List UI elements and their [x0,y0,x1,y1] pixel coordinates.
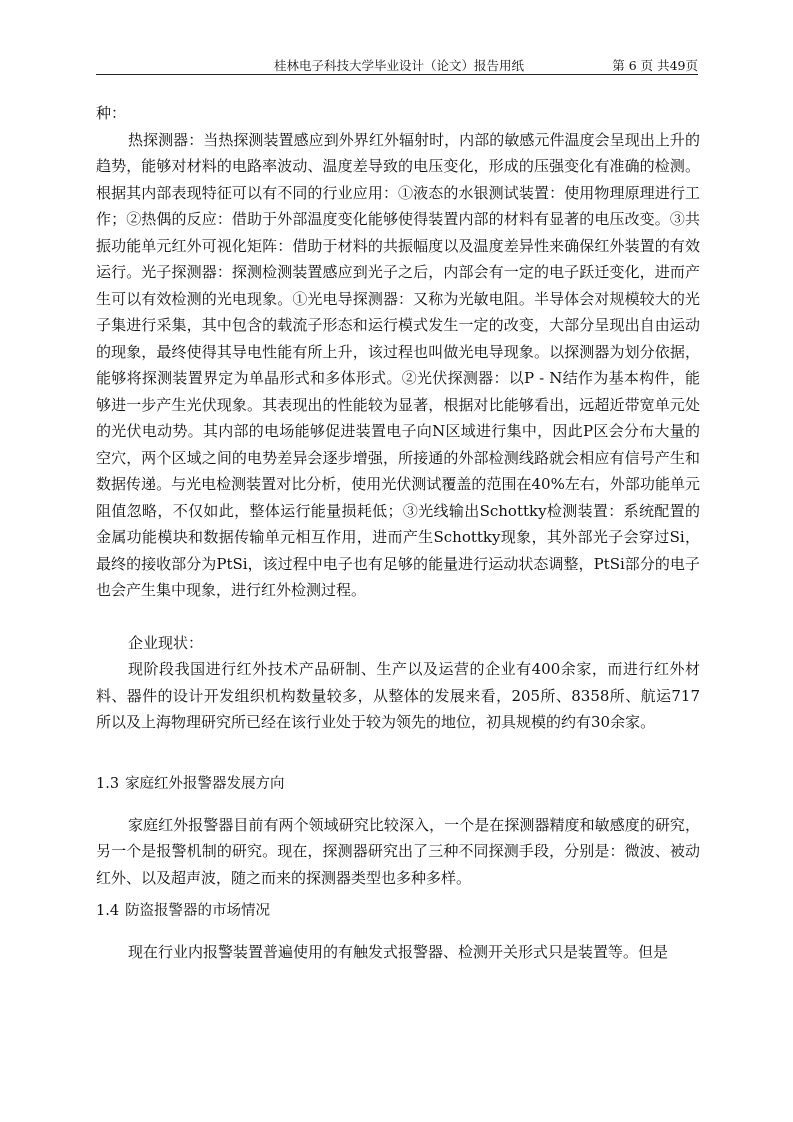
paragraph-development-direction: 家庭红外报警器目前有两个领域研究比较深入，一个是在探测器精度和敏感度的研究，另一个是报警机制的研究。现在，探测器研究出了三种不同探测手段，分别是：微波、被动红外、以及超声波，随之而来的探测器类型也多种多样。 [96,815,700,887]
section-heading-1-3 [96,770,700,798]
section-title-1-3: 家庭红外报警器发展方向 [125,775,285,792]
paragraph-enterprise-heading: 企业现状： [128,633,204,652]
page-header [96,52,698,75]
document-body [96,100,700,966]
paragraph-market: 现在行业内报警装置普遍使用的有触发式报警器、检测开关形式只是装置等。但是 [128,943,669,961]
section-number-1-3: 1.3 [96,775,120,792]
paragraph-enterprise-status: 现阶段我国进行红外技术产品研制、生产以及运营的企业有400余家，而进行红外材料、器件的设计开发组织机构数量较多，从整体的发展来看，205所、8358所、航运717所以及上海物理研究所已经在该行业处于较为领先的地位，初具规模的约有30余家。 [96,660,700,731]
section-heading-1-4 [96,897,700,925]
section-number-1-4: 1.4 [96,903,120,919]
section-title-1-4: 防盗报警器的市场情况 [125,903,271,919]
paragraph-detectors: 热探测器：当热探测装置感应到外界红外辐射时，内部的敏感元件温度会呈现出上升的趋势，能够对材料的电路率波动、温度差导致的电压变化，形成的压强变化有准确的检测。根据其内部表现特征可以有不同的行业应用：①液态的水银测试装置：使用物理原理进行工作；②热偶的反应：借助于外部温度变化能够使得装置内部的材料有显著的电压改变。③共振功能单元红外可视化矩阵：借助于材料的共振幅度以及温度差异性来确保红外装置的有效运行。光子探测器：探测检测装置感应到光子之后，内部会有一定的电子跃迁变化，进而产生可以有效检测的光电现象。①光电导探测器：又称为光敏电阻。半导体会对规模较大的光子集进行采集，其中包含的载流子形态和运行模式发生一定的改变，大部分呈现出自由运动的现象，最终使得其导电性能有所上升，该过程也叫做光电导现象。以探测器为划分依据，能够将探测装置界定为单晶形式和多体形式。②光伏探测器：以P - N结作为基本构件，能够进一步产生光伏现象。其表现出的性能较为显著，根据对比能够看出，远超近带宽单元处的光伏电动势。其内部的电场能够促进装置电子向N区域进行集中，因此P区会分布大量的空穴，两个区域之间的电势差异会逐步增强，所接通的外部检测线路就会相应有信号产生和数据传递。与光电检测装置对比分析，使用光伏测试覆盖的范围在40%左右，外部功能单元阻值忽略，不仅如此，整体运行能量损耗低；③光线输出Schottky检测装置：系统配置的金属功能模块和数据传输单元相互作用，进而产生Schottky现象，其外部光子会穿过Si，最终的接收部分为PtSi，该过程中电子也有足够的能量进行运动状态调整，PtSi部分的电子也会产生集中现象，进行红外检测过程。 [96,130,700,599]
header-page-number: 第 6 页 共49页 [612,58,698,73]
paragraph-continuation: 种： [96,104,127,122]
header-school-title: 桂林电子科技大学毕业设计（论文）报告用纸 [274,58,525,73]
